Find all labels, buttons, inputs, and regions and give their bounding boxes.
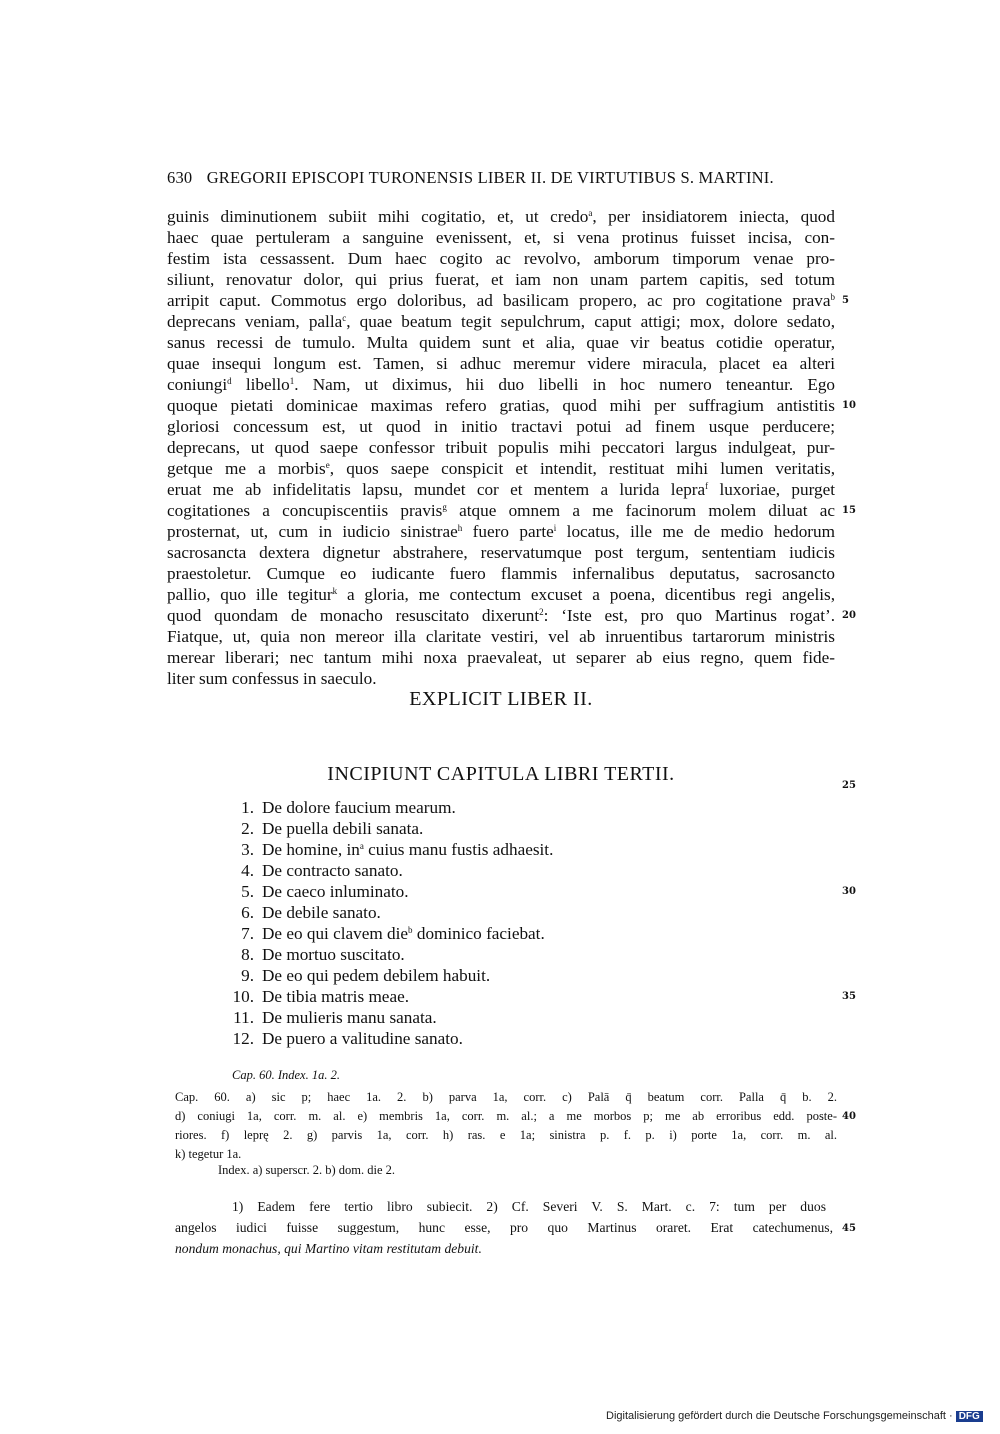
footnote-line: 1) Eadem fere tertio libro subiecit. 2) Cf. Severi V. S. Mart. c. 7: tum per duos	[232, 1199, 826, 1214]
chapter-number: 6.	[241, 903, 254, 922]
footnote-mark: b	[408, 925, 413, 935]
text-line	[167, 563, 835, 584]
text-line	[167, 227, 835, 248]
chapter-number: 2.	[241, 819, 254, 838]
footnote-mark: a	[359, 841, 364, 851]
footnote-line: nondum monachus, qui Martino vitam restitutam debuit.	[175, 1241, 482, 1256]
line-number: 35	[842, 991, 856, 1002]
footnote-mark: g	[442, 502, 447, 512]
chapter-number: 8.	[241, 945, 254, 964]
page-number: 630	[167, 168, 193, 187]
text-line	[167, 311, 835, 332]
incipit-heading: INCIPIUNT CAPITULA LIBRI TERTII.	[327, 763, 675, 785]
text-run: coniungi	[167, 375, 228, 394]
text-line	[167, 248, 835, 269]
apparatus-line: d) coniugi 1a, corr. m. al. e) membris 1a, corr. m. al.; a me morbos p; me ab erroribus edd. poste-	[175, 1109, 837, 1123]
text-run: locatus, ille me de medio hedorum	[556, 522, 835, 541]
footnote-mark: i	[553, 523, 557, 533]
chapter-item	[210, 902, 381, 923]
chapter-title-cont: dominico faciebat.	[412, 924, 545, 943]
text-line	[167, 500, 835, 521]
line-number: 5	[842, 295, 849, 306]
text-run: eruat me ab infidelitatis lapsu, mundet cor et mentem a lurida lepra	[167, 480, 706, 499]
text-run: pallio, quo ille tegitur	[167, 585, 333, 604]
text-run: praestoletur. Cumque eo iudicante fuero flammis infernalibus deputatus, sacrosancto	[167, 564, 835, 583]
text-run: atque omnem a me facinorum molem diluat ac	[446, 501, 835, 520]
footnote-mark: d	[227, 376, 232, 386]
chapter-title: De dolore faucium mearum.	[262, 798, 456, 817]
text-run: prosternat, ut, cum in iudicio sinistrae	[167, 522, 458, 541]
chapter-item	[210, 986, 409, 1007]
apparatus-line: k) tegetur 1a.	[175, 1147, 242, 1161]
line-number: 40	[842, 1111, 856, 1122]
chapter-number: 7.	[241, 924, 254, 943]
line-number: 20	[842, 610, 856, 621]
text-run: quae insequi longum est. Tamen, si adhuc meremur videre miracula, placet ea alteri	[167, 354, 835, 373]
chapter-item	[210, 944, 405, 965]
chapter-item	[210, 923, 545, 944]
chapter-title: De debile sanato.	[262, 903, 381, 922]
chapter-title: De tibia matris meae.	[262, 987, 409, 1006]
text-line	[167, 332, 835, 353]
chapter-item	[210, 1007, 437, 1028]
text-run: liter sum confessus in saeculo.	[167, 669, 377, 688]
text-run: arripit caput. Commotus ergo doloribus, ad basilicam propero, ac pro cogitatione prava	[167, 291, 831, 310]
text-line	[167, 458, 835, 479]
text-run: gloriosi concessum est, ut quod in initio tractavi potui ad finem usque perducere;	[167, 417, 835, 436]
text-run: sanus recessi de tumulo. Multa quidem sunt et alia, quae vir beatus cotidie operatur,	[167, 333, 835, 352]
text-run: siliunt, renovatur dolor, qui prius fuerat, et iam non unam partem capitis, sed totum	[167, 270, 835, 289]
apparatus-index-line: Index. a) superscr. 2. b) dom. die 2.	[218, 1163, 396, 1177]
text-run: a gloria, me contectum excuset a poena, dicentibus regi angelis,	[337, 585, 836, 604]
chapter-title: De mulieris manu sanata.	[262, 1008, 437, 1027]
text-line	[167, 437, 835, 458]
chapter-title: De caeco inluminato.	[262, 882, 409, 901]
text-run: festim ista cessassent. Dum haec cogito ac revolvo, amborum timporum venae pro-	[167, 249, 835, 268]
footnote-mark: b	[830, 292, 835, 302]
chapter-item	[210, 818, 423, 839]
text-line	[167, 269, 835, 290]
text-run: sacrosancta dextera dignetur abstrahere, reservatumque post tergum, sententiam iudicis	[167, 543, 835, 562]
text-run: getque me a morbis	[167, 459, 326, 478]
text-line	[167, 584, 835, 605]
chapter-title: De eo qui pedem debilem habuit.	[262, 966, 491, 985]
footnote-mark: c	[342, 313, 347, 323]
chapter-item	[210, 797, 456, 818]
chapter-title: De eo qui clavem die	[262, 924, 409, 943]
text-line	[167, 416, 835, 437]
text-run: luxoriae, purget	[708, 480, 835, 499]
text-run: fuero parte	[462, 522, 554, 541]
text-line	[167, 647, 835, 668]
dfg-logo: DFG	[956, 1411, 983, 1422]
chapter-item	[210, 1028, 463, 1049]
text-run: deprecans veniam, palla	[167, 312, 343, 331]
text-line	[167, 668, 835, 689]
text-run: , quos saepe conspicit et intendit, restituat mihi lumen veritatis,	[329, 459, 835, 478]
text-line	[167, 626, 835, 647]
chapter-item	[210, 965, 490, 986]
running-title: GREGORII EPISCOPI TURONENSIS LIBER II. DE VIRTUTIBUS S. MARTINI.	[206, 168, 774, 187]
chapter-title: De homine, in	[262, 840, 360, 859]
chapter-title-cont: cuius manu fustis adhaesit.	[363, 840, 554, 859]
chapter-title: De contracto sanato.	[262, 861, 403, 880]
text-run: haec quae pertuleram a sanguine evenissent, et, si vena protinus fuisset incisa, con-	[167, 228, 835, 247]
footnote-mark: h	[457, 523, 463, 533]
funding-text: Digitalisierung gefördert durch die Deutsche Forschungsgemeinschaft ·	[606, 1410, 953, 1422]
explicit-heading: EXPLICIT LIBER II.	[409, 688, 593, 710]
text-run: deprecans, ut quod saepe confessor tribuit populis mihi peccatori largus indulgeat, pur-	[167, 438, 835, 457]
chapter-title: De mortuo suscitato.	[262, 945, 405, 964]
text-run: : ‘Iste est, pro quo Martinus rogat’.	[543, 606, 836, 625]
footnote-mark: e	[325, 460, 330, 470]
chapter-item	[210, 839, 553, 860]
text-run: . Nam, ut diximus, hii duo libelli in hoc numero teneantur. Ego	[294, 375, 836, 394]
footnote-mark: 2	[539, 607, 544, 617]
chapter-item	[210, 881, 409, 902]
text-line	[167, 206, 835, 227]
running-header	[167, 168, 837, 188]
funding-note	[606, 1410, 983, 1422]
apparatus-line: riores. f) leprę 2. g) parvis 1a, corr. h) ras. e 1a; sinistra p. f. p. i) porte 1a, corr. m. al.	[175, 1128, 837, 1142]
text-line	[167, 605, 835, 626]
chapter-number: 5.	[241, 882, 254, 901]
line-number: 30	[842, 886, 856, 897]
chapter-number: 9.	[241, 966, 254, 985]
chapter-number: 11.	[233, 1008, 254, 1027]
text-run: merear liberari; nec tantum mihi noxa praevaleat, ut separer ab eius regno, quem fide-	[167, 648, 835, 667]
text-line	[167, 290, 835, 311]
text-line	[167, 479, 835, 500]
chapter-title: De puero a valitudine sanato.	[262, 1029, 463, 1048]
chapter-number: 3.	[241, 840, 254, 859]
text-run: Fiatque, ut, quia non mereor illa claritate vestiri, vel ab inruentibus tartarorum ministris	[167, 627, 835, 646]
apparatus-line: Cap. 60. a) sic p; haec 1a. 2. b) parva 1a, corr. c) Palā q̄ beatum corr. Palla q̄ b. 2.	[175, 1090, 837, 1104]
line-number: 15	[842, 505, 856, 516]
text-run: , quae beatum tegit sepulchrum, caput attigi; mox, dolore sedato,	[346, 312, 835, 331]
apparatus-sigla: Cap. 60. Index. 1a. 2.	[232, 1068, 340, 1082]
line-number: 45	[842, 1223, 856, 1234]
chapter-title: De puella debili sanata.	[262, 819, 424, 838]
text-line	[167, 542, 835, 563]
chapter-number: 12.	[232, 1029, 254, 1048]
line-number: 10	[842, 400, 856, 411]
chapter-number: 10.	[232, 987, 254, 1006]
footnote-mark: 1	[289, 376, 295, 386]
text-line	[167, 521, 835, 542]
text-run: , per insidiatorem iniecta, quod	[592, 207, 835, 226]
footnote-mark: a	[588, 208, 593, 218]
text-line	[167, 374, 835, 395]
text-run: libello	[231, 375, 290, 394]
text-run: quod quondam de monacho resuscitato dixerunt	[167, 606, 540, 625]
text-line	[167, 353, 835, 374]
footnote-line: angelos iudici fuisse suggestum, hunc esse, pro quo Martinus oraret. Erat catechumenus,	[175, 1220, 833, 1235]
text-run: guinis diminutionem subiit mihi cogitatio, et, ut credo	[167, 207, 589, 226]
line-number: 25	[842, 780, 856, 791]
text-run: quoque pietati dominicae maximas refero gratias, quod mihi per suffragium antistitis	[167, 396, 835, 415]
text-line	[167, 395, 835, 416]
text-run: cogitationes a concupiscentiis pravis	[167, 501, 443, 520]
chapter-item	[210, 860, 403, 881]
footnote-mark: k	[332, 586, 338, 596]
chapter-number: 1.	[241, 798, 254, 817]
chapter-number: 4.	[241, 861, 254, 880]
footnote-mark: f	[705, 481, 709, 491]
